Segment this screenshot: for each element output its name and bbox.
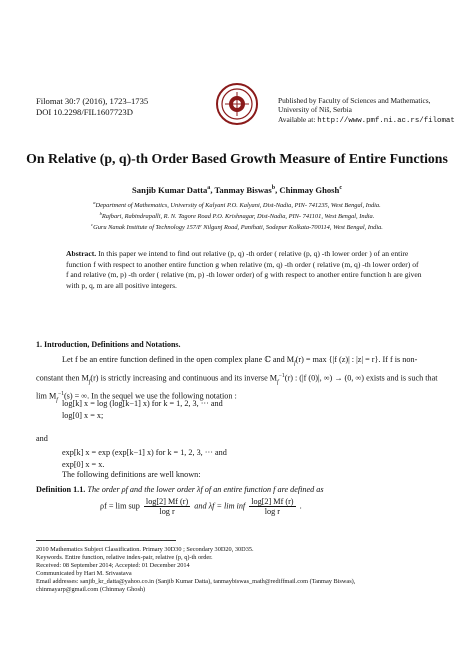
exp-def-line-2: exp[0] x = x. [62,460,105,469]
footnote-emails: Email addresses: sanjib_kr_datta@yahoo.co.in (Sanjib Kumar Datta), tanmaybiswas_math@rediffmail.com (Tanmay Biswas), [36,578,356,585]
exp-def-line-1: exp[k] x = exp (exp[k−1] x) for k = 1, 2, 3, ··· and [62,448,227,457]
abstract-text: In this paper we intend to find out relative (p, q) -th order ( relative (p, q) -th lower order ) of an entire function f with respect to another entire function g when relative (m, q) -th order ( relative (m, q) -th lower order) of f and relative (m, p) -th order ( relative (m, p) -th lower order) of g with respect to another entire function h are given with p, q, m are all positive integers. [66,249,422,290]
order-formula: ρf = lim sup $\frac{\log[2] Mf (r)}{\text{log r}}$ and λf = lim inf $\frac{\log[2] Mf (r)}{\text{log r}}$ . [100,497,302,516]
and-connector: and [36,434,48,443]
footnotes [36,546,456,594]
author-list: Sanjib Kumar Datta$^a$, Tanmay Biswas$^b$, Chinmay Ghosh$^c$ [132,185,342,195]
author-3-affil-mark: c [339,185,342,192]
available-at [278,115,455,126]
intro-paragraph: Let f be an entire function defined in the open complex plane ℂ and $M_f(r) = \max \{|f$ (z)| : |z| = r}. If f is non-constant then $M_f(r)$ is strictly increasing and continuous and its inverse $M_f^{-1}(r)$ : (|f (0)|, ∞) → (0, ∞) exists and is such that $\lim M_f^{-1}(s)$ = ∞. In the sequel we use the following notation : [36,355,438,404]
definition-1-1 [36,484,440,496]
abstract-label: Abstract. [66,249,97,258]
publisher-line-2: University of Niš, Serbia [278,105,352,115]
university-seal-icon [215,82,259,126]
journal-citation: Filomat 30:7 (2016), 1723–1735 [36,96,149,106]
definition-text: The order ρf and the lower order λf of an entire function f are defined as [87,485,324,494]
publisher-info [278,96,455,126]
lambda-liminf: and λf = lim inf [194,501,246,511]
journal-url[interactable]: http://www.pmf.ni.ac.rs/filomat [317,116,455,125]
exp-definition [62,447,227,471]
footnote-received: Received: 08 September 2014; Accepted: 01 December 2014 [36,562,190,569]
available-label: Available at: [278,114,316,124]
section-heading: 1. Introduction, Definitions and Notations. [36,340,181,349]
doi: DOI 10.2298/FIL1607723D [36,107,133,117]
log-def-line-2: log[0] x = x; [62,411,104,420]
log-definition [62,398,223,422]
author-3: Chinmay Ghosh [279,185,340,195]
paper-title: On Relative (p, q)-th Order Based Growth Measure of Entire Functions [26,151,448,166]
log-def-line-1: log[k] x = log (log[k−1] x) for k = 1, 2, 3, ··· and [62,399,223,408]
author-2-affil-mark: b [271,185,276,192]
affiliations [0,199,474,232]
fraction-2: $\frac{\log[2] Mf (r)}{\text{log r}}$ [251,497,294,516]
author-2: Tanmay Biswas [214,185,272,195]
publisher-line-1: Published by Faculty of Sciences and Mathematics, [278,96,431,105]
journal-header [36,96,148,118]
affiliation-a: $^a$Department of Mathematics, University of Kalyani P.O. Kalyani, Dist-Nadia, PIN- 741235, West Bengal, India. [93,200,381,210]
abstract [66,249,422,291]
footnote-rule [36,540,176,541]
footnote-emails-cont: chinmayarp@gmail.com (Chinmay Ghosh) [36,586,146,593]
rho-limsup: ρf = lim sup [100,501,140,511]
affiliation-c: $^c$Guru Nanak Institute of Technology 157/F Nilgunj Road, Panihati, Sodepur Kolkata-700114, West Bengal, India. [91,222,383,232]
footnote-keywords: Keywords. Entire function, relative index-pair, relative (p, q)-th order. [36,554,213,561]
followings-text: The following definitions are well known: [62,470,201,479]
author-1-affil-mark: a [207,185,211,192]
fraction-1: $\frac{\log[2] Mf (r)}{\text{log r}}$ [145,497,189,516]
footnote-msc: 2010 Mathematics Subject Classification. Primary 30D30 ; Secondary 30D20, 30D35. [36,546,254,553]
footnote-communicated: Communicated by Hari M. Srivastava [36,570,132,577]
definition-label: Definition 1.1. [36,485,86,494]
author-1: Sanjib Kumar Datta [132,185,208,195]
affiliation-b: $^b$Rajbari, Rabindrapalli, R. N. Tagore Road P.O. Krishnagar, Dist-Nadia, PIN- 741101, West Bengal, India. [99,211,375,221]
